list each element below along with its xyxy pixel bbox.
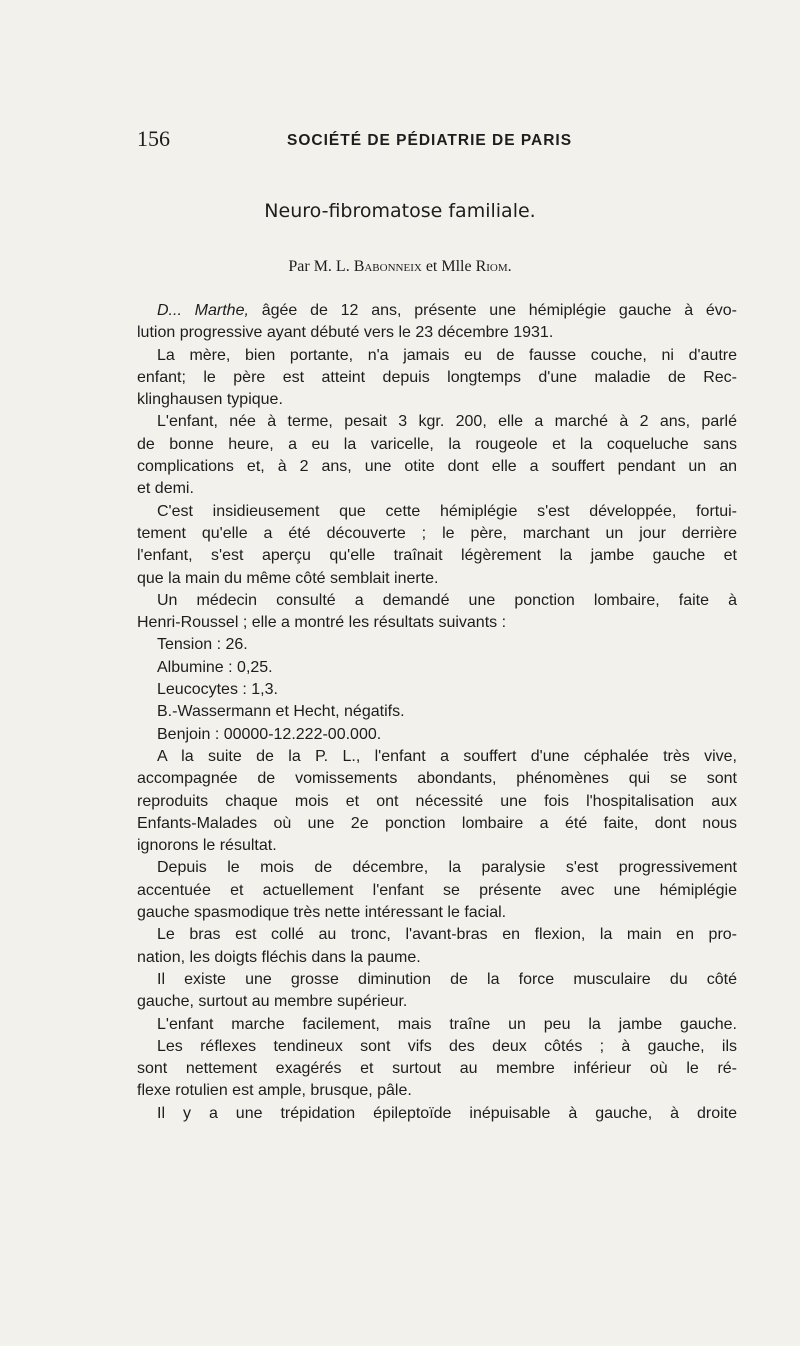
text-line	[137, 300, 737, 322]
article-body	[137, 300, 737, 1125]
text-line: Il y a une trépidation épileptoïde inépuisable à gauche, à droite	[157, 1104, 737, 1122]
article-title: Neuro-fibromatose familiale.	[264, 200, 536, 222]
authors-middle: et Mlle	[425, 258, 472, 275]
text-line: L'enfant, née à terme, pesait 3 kgr. 200, elle a marché à 2 ans, parlé	[157, 413, 737, 431]
text-line: L'enfant marche facilement, mais traîne un peu la jambe gauche.	[157, 1015, 737, 1033]
text-line: reproduits chaque mois et ont nécessité une fois l'hospitalisation aux	[137, 792, 737, 810]
text-line: l'enfant, s'est aperçu qu'elle traînait légèrement la jambe gauche et	[137, 547, 737, 565]
text-line: gauche, surtout au membre supérieur.	[137, 993, 408, 1011]
text-line: et demi.	[137, 480, 194, 498]
running-head: SOCIÉTÉ DE PÉDIATRIE DE PARIS	[287, 132, 573, 149]
text-line: lution progressive ayant débuté vers le 23 décembre 1931.	[137, 324, 554, 342]
text-line: Henri-Roussel ; elle a montré les résultats suivants :	[137, 614, 507, 632]
author-name-1: Babonneix	[353, 258, 422, 275]
text-line: accompagnée de vomissements abondants, phénomènes qui se sont	[137, 770, 737, 788]
authors-prefix: Par M. L.	[288, 258, 350, 275]
text-line: sont nettement exagérés et surtout au membre inférieur où le ré-	[137, 1060, 737, 1078]
text-line: C'est insidieusement que cette hémiplégie s'est développée, fortui-	[157, 502, 737, 520]
lab-result-line: B.-Wassermann et Hecht, négatifs.	[157, 703, 405, 721]
text-line: gauche spasmodique très nette intéressant le facial.	[137, 904, 507, 922]
text-line: flexe rotulien est ample, brusque, pâle.	[137, 1082, 412, 1100]
text-line: Le bras est collé au tronc, l'avant-bras en flexion, la main en pro-	[157, 926, 737, 944]
lab-result-line: Albumine : 0,25.	[157, 658, 273, 676]
text-line: ignorons le résultat.	[137, 837, 277, 855]
text-line: complications et, à 2 ans, une otite dont elle a souffert pendant un an	[137, 458, 737, 476]
text-line: Un médecin consulté a demandé une ponction lombaire, faite à	[157, 591, 737, 609]
text-line: Il existe une grosse diminution de la force musculaire du côté	[157, 970, 737, 988]
lab-result-line: Tension : 26.	[157, 636, 248, 654]
text-line: Enfants-Malades où une 2e ponction lombaire a été faite, dont nous	[137, 814, 737, 832]
text-line: enfant; le père est atteint depuis longtemps d'une maladie de Rec-	[137, 368, 737, 386]
intro-rest: âgée de 12 ans, présente une hémiplégie gauche à évo-	[261, 302, 738, 319]
page-header	[135, 126, 735, 156]
text-line: A la suite de la P. L., l'enfant a souffert d'une céphalée très vive,	[157, 747, 737, 765]
text-line: La mère, bien portante, n'a jamais eu de fausse couche, ni d'autre	[157, 346, 737, 364]
text-line: klinghausen typique.	[137, 391, 283, 409]
text-line: Les réflexes tendineux sont vifs des deux côtés ; à gauche, ils	[157, 1037, 737, 1055]
text-line: de bonne heure, a eu la varicelle, la rougeole et la coqueluche sans	[137, 435, 737, 453]
author-name-2: Riom.	[475, 258, 512, 275]
lab-result-line: Leucocytes : 1,3.	[157, 681, 278, 699]
text-line: Depuis le mois de décembre, la paralysie s'est progressivement	[157, 859, 737, 877]
text-line: accentuée et actuellement l'enfant se présente avec une hémiplégie	[137, 881, 737, 899]
patient-name: D... Marthe,	[157, 302, 249, 319]
text-line: nation, les doigts fléchis dans la paume.	[137, 948, 421, 966]
text-line: tement qu'elle a été découverte ; le père, marchant un jour derrière	[137, 524, 737, 542]
text-line: que la main du même côté semblait inerte.	[137, 569, 439, 587]
article-authors	[0, 258, 800, 276]
lab-result-line: Benjoin : 00000-12.222-00.000.	[157, 725, 382, 743]
page-number: 156	[137, 126, 170, 151]
